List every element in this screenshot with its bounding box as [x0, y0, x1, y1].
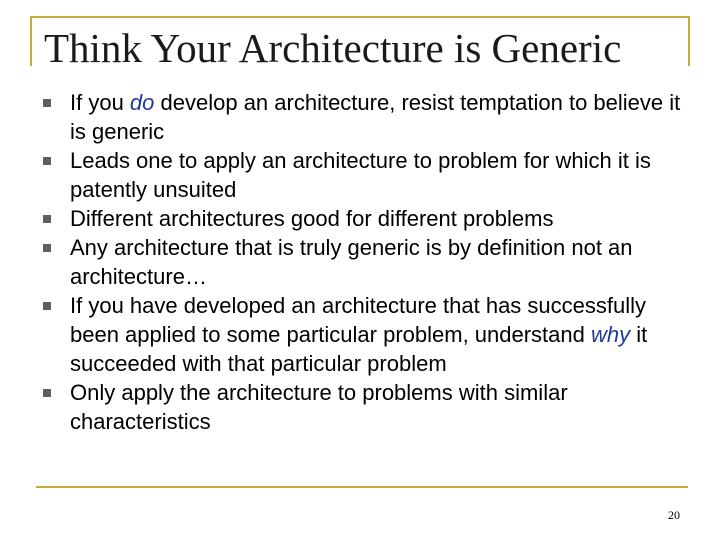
bullet-text: Any architecture that is truly generic is by definition not an architecture…	[70, 235, 633, 289]
slide-title: Think Your Architecture is Generic	[44, 25, 622, 71]
bullet-item	[42, 291, 682, 378]
bullet-text: Leads one to apply an architecture to problem for which it is patently unsuited	[70, 148, 651, 202]
bullet-text: Different architectures good for different problems	[70, 206, 554, 231]
square-bullet-icon	[43, 215, 51, 223]
bullet-text: Only apply the architecture to problems with similar characteristics	[70, 380, 568, 434]
bullet-item	[42, 88, 682, 146]
bullet-list	[42, 88, 682, 436]
frame-bottom-rule	[36, 486, 688, 488]
square-bullet-icon	[43, 157, 51, 165]
bullet-item	[42, 378, 682, 436]
bullet-item	[42, 204, 682, 233]
page-number: 20	[668, 508, 680, 522]
bullet-text: If you do develop an architecture, resist temptation to believe it is generic	[70, 90, 681, 144]
frame-right-rule	[688, 16, 690, 66]
emphasis-why: why	[591, 322, 631, 347]
square-bullet-icon	[43, 99, 51, 107]
square-bullet-icon	[43, 302, 51, 310]
bullet-item	[42, 233, 682, 291]
bullet-text: If you have developed an architecture that has successfully been applied to some particular problem, understand why it succeeded with that particular problem	[70, 293, 648, 376]
frame-top-rule	[30, 16, 690, 18]
square-bullet-icon	[43, 389, 51, 397]
emphasis-do: do	[129, 90, 155, 115]
frame-left-rule	[30, 16, 32, 66]
square-bullet-icon	[43, 244, 51, 252]
bullet-item	[42, 146, 682, 204]
